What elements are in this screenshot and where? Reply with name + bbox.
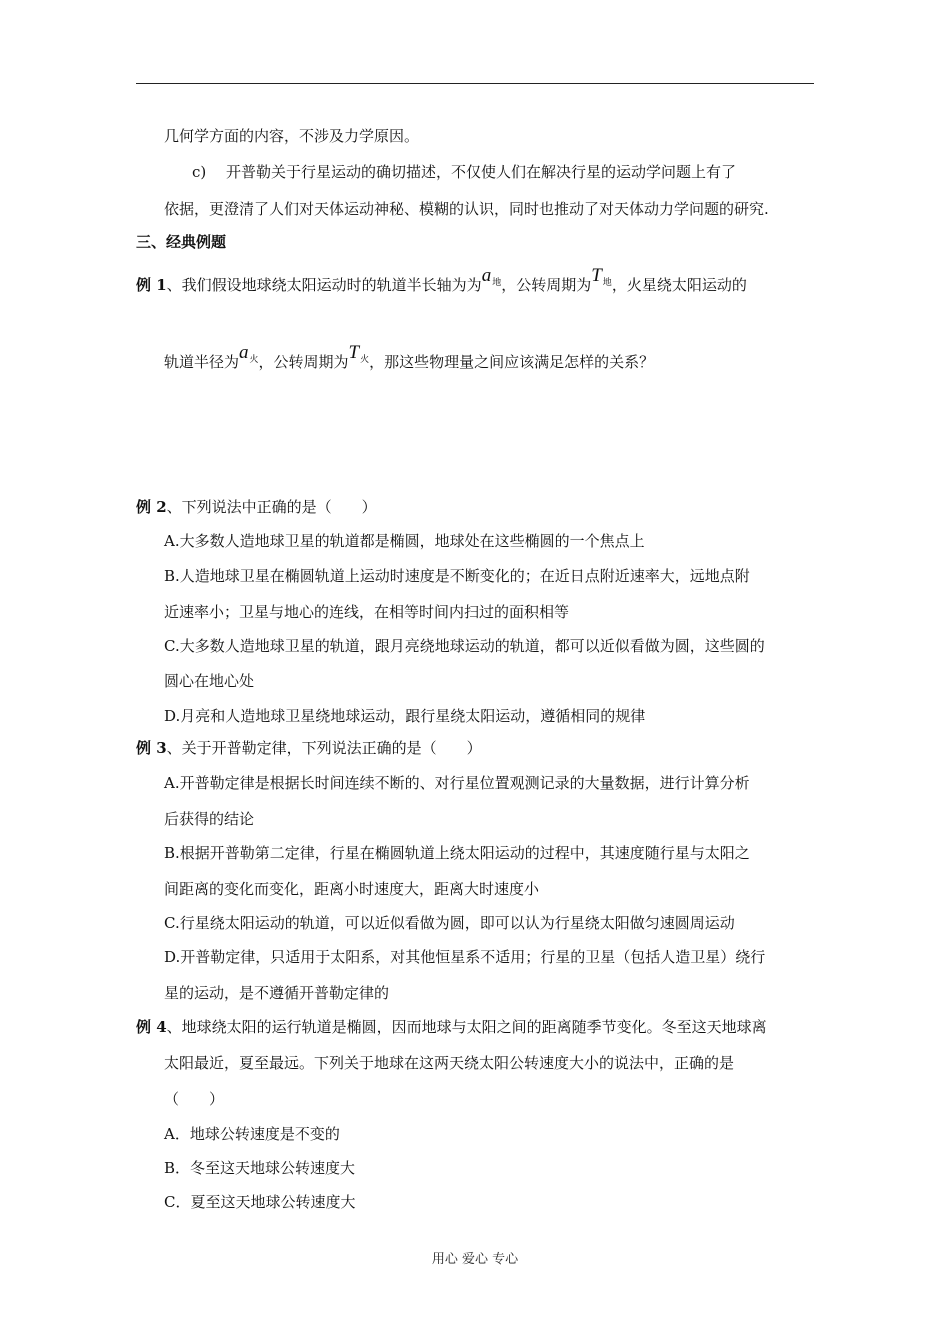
example-3-option-a-line-2: 后获得的结论 bbox=[164, 810, 255, 828]
intro-line-1: 几何学方面的内容，不涉及力学原因。 bbox=[164, 127, 420, 145]
var-a-earth: $a_地$ bbox=[481, 265, 502, 287]
example-1-text-f: ，那这些物理量之间应该满足怎样的关系？ bbox=[369, 353, 655, 371]
example-2-option-d: D.月亮和人造地球卫星绕地球运动，跟行星绕太阳运动，遵循相同的规律 bbox=[164, 707, 646, 725]
header-rule bbox=[136, 83, 814, 84]
example-1-line-2 bbox=[164, 342, 655, 374]
example-1-text-d: 轨道半径为 bbox=[164, 353, 240, 371]
example-2-stem: 例 2、下列说法中正确的是（ ） bbox=[136, 498, 377, 516]
example-4-stem-line-3: （ ） bbox=[164, 1090, 225, 1108]
example-1-text-e: ，公转周期为 bbox=[258, 353, 349, 371]
intro-line-3: 依据，更澄清了人们对天体运动神秘、模糊的认识，同时也推动了对天体动力学问题的研究. bbox=[164, 200, 769, 218]
example-3-option-b-line-2: 间距离的变化而变化，距离小时速度大，距离大时速度小 bbox=[164, 880, 540, 898]
var-t-earth: $T_地$ bbox=[591, 265, 612, 287]
example-2-option-c-line-2: 圆心在地心处 bbox=[164, 672, 255, 690]
example-1-text-a: 、我们假设地球绕太阳运动时的轨道半长轴为为 bbox=[166, 276, 482, 294]
example-1-label: 例 1 bbox=[136, 276, 167, 294]
example-4-stem-line-2: 太阳最近，夏至最远。下列关于地球在这两天绕太阳公转速度大小的说法中，正确的是 bbox=[164, 1054, 735, 1072]
var-a-mars: $a_火$ bbox=[239, 342, 259, 364]
example-1-line-1 bbox=[136, 265, 747, 297]
example-4-option-a: A．地球公转速度是不变的 bbox=[164, 1125, 340, 1143]
example-3-stem: 例 3、关于开普勒定律，下列说法正确的是（ ） bbox=[136, 739, 482, 757]
example-3-option-c: C.行星绕太阳运动的轨道，可以近似看做为圆，即可以认为行星绕太阳做匀速圆周运动 bbox=[164, 914, 735, 932]
intro-line-2: c) 开普勒关于行星运动的确切描述，不仅使人们在解决行星的运动学问题上有了 bbox=[192, 163, 737, 181]
example-4-label: 例 4 bbox=[136, 1018, 167, 1036]
example-3-option-a-line-1: A.开普勒定律是根据长时间连续不断的、对行星位置观测记录的大量数据，进行计算分析 bbox=[164, 774, 750, 792]
example-1-text-b: ，公转周期为 bbox=[501, 276, 592, 294]
example-4-option-c: C．夏至这天地球公转速度大 bbox=[164, 1193, 356, 1211]
example-3-option-b-line-1: B.根据开普勒第二定律，行星在椭圆轨道上绕太阳运动的过程中，其速度随行星与太阳之 bbox=[164, 844, 750, 862]
example-4-stem-line-1: 例 4、地球绕太阳的运行轨道是椭圆，因而地球与太阳之间的距离随季节变化。冬至这天地球离 bbox=[136, 1018, 767, 1036]
example-3-label: 例 3 bbox=[136, 739, 167, 757]
example-2-option-c-line-1: C.大多数人造地球卫星的轨道，跟月亮绕地球运动的轨道，都可以近似看做为圆，这些圆的 bbox=[164, 637, 765, 655]
example-3-option-d-line-2: 星的运动，是不遵循开普勒定律的 bbox=[164, 984, 390, 1002]
example-1-text-c: ，火星绕太阳运动的 bbox=[611, 276, 747, 294]
section-title: 三、经典例题 bbox=[136, 233, 227, 251]
example-2-option-b-line-1: B.人造地球卫星在椭圆轨道上运动时速度是不断变化的；在近日点附近速率大，远地点附 bbox=[164, 567, 750, 585]
example-2-option-a: A.大多数人造地球卫星的轨道都是椭圆，地球处在这些椭圆的一个焦点上 bbox=[164, 532, 645, 550]
example-3-option-d-line-1: D.开普勒定律，只适用于太阳系，对其他恒星系不适用；行星的卫星（包括人造卫星）绕行 bbox=[164, 948, 766, 966]
example-2-label: 例 2 bbox=[136, 498, 167, 516]
page-footer: 用心 爱心 专心 bbox=[431, 1252, 519, 1267]
example-2-option-b-line-2: 近速率小；卫星与地心的连线，在相等时间内扫过的面积相等 bbox=[164, 603, 570, 621]
example-4-option-b: B．冬至这天地球公转速度大 bbox=[164, 1159, 356, 1177]
var-t-mars: $T_火$ bbox=[348, 342, 370, 364]
